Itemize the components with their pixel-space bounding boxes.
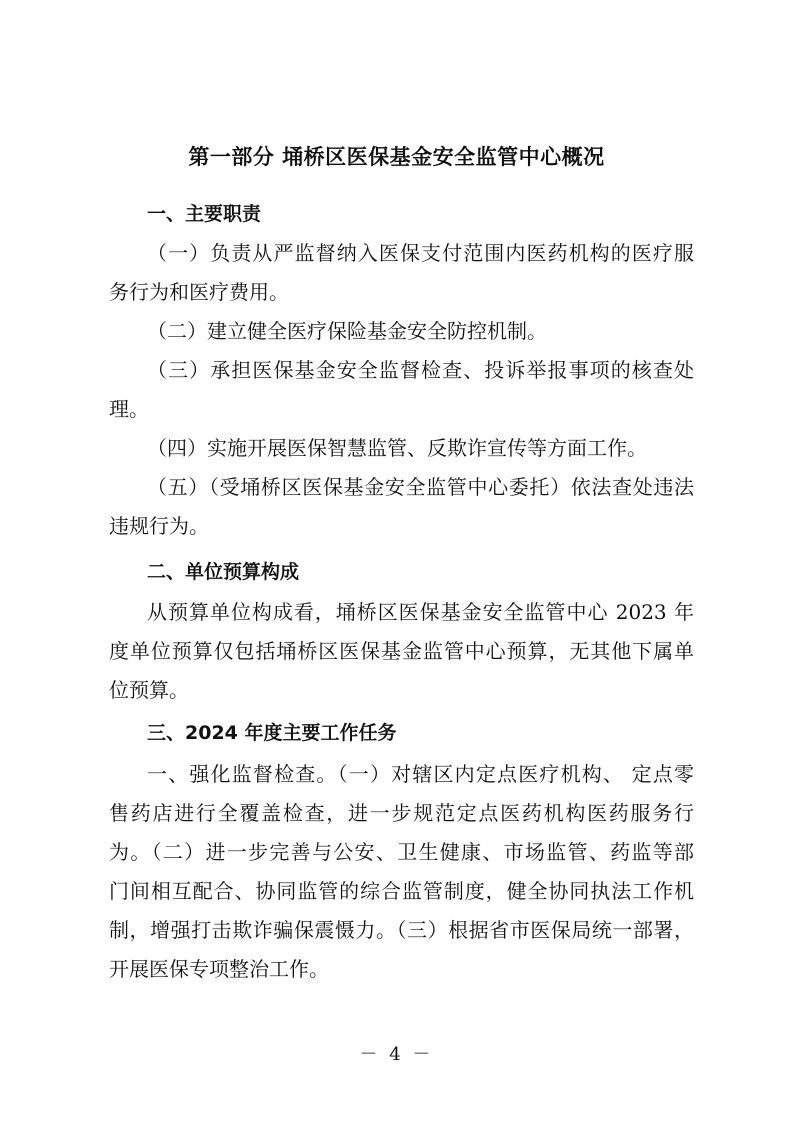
paragraph-text: （四）实施开展医保智慧监管、反欺诈宣传等方面工作。 xyxy=(147,436,647,460)
paragraph-text: 制，增强打击欺诈骗保震慑力。（三）根据省市医保局统一部署， xyxy=(109,918,694,942)
paragraph-text: 位预算。 xyxy=(109,678,189,702)
paragraph-text: 为。（二）进一步完善与公安、卫生健康、市场监管、药监等部 xyxy=(109,840,694,864)
paragraph-text: 门间相互配合、协同监管的综合监管制度，健全协同执法工作机 xyxy=(109,879,694,903)
section-heading-text: 三、2024 年度主要工作任务 xyxy=(147,722,397,744)
paragraph-text: 一、强化监督检查。（一）对辖区内定点医疗机构、 定点零 xyxy=(147,762,694,786)
paragraph-text: 度单位预算仅包括埇桥区医保基金监管中心预算，无其他下属单 xyxy=(109,639,694,663)
paragraph-text: （三）承担医保基金安全监督检查、投诉举报事项的核查处 xyxy=(147,358,694,382)
paragraph-text: （二）建立健全医疗保险基金安全防控机制。 xyxy=(147,319,547,343)
paragraph-text: 开展医保专项整治工作。 xyxy=(109,957,329,981)
paragraph-text: 违规行为。 xyxy=(109,514,209,538)
section-heading-text: 二、单位预算构成 xyxy=(147,561,300,583)
section-heading-text: 一、主要职责 xyxy=(147,203,262,225)
paragraph-text: 务行为和医疗费用。 xyxy=(109,280,289,304)
paragraph-text: （一）负责从严监督纳入医保支付范围内医药机构的医疗服 xyxy=(147,241,694,265)
paragraph-text: 理。 xyxy=(109,397,149,421)
page-number: － 4 － xyxy=(359,1044,434,1065)
paragraph-text: 从预算单位构成看，埇桥区医保基金安全监管中心 2023 年 xyxy=(147,600,694,624)
paragraph-text: （五）（受埇桥区医保基金安全监管中心委托）依法查处违法 xyxy=(147,475,694,499)
paragraph-text: 售药店进行全覆盖检查，进一步规范定点医药机构医药服务行 xyxy=(109,801,694,825)
page-title: 第一部分 埇桥区医保基金安全监管中心概况 xyxy=(188,145,605,169)
